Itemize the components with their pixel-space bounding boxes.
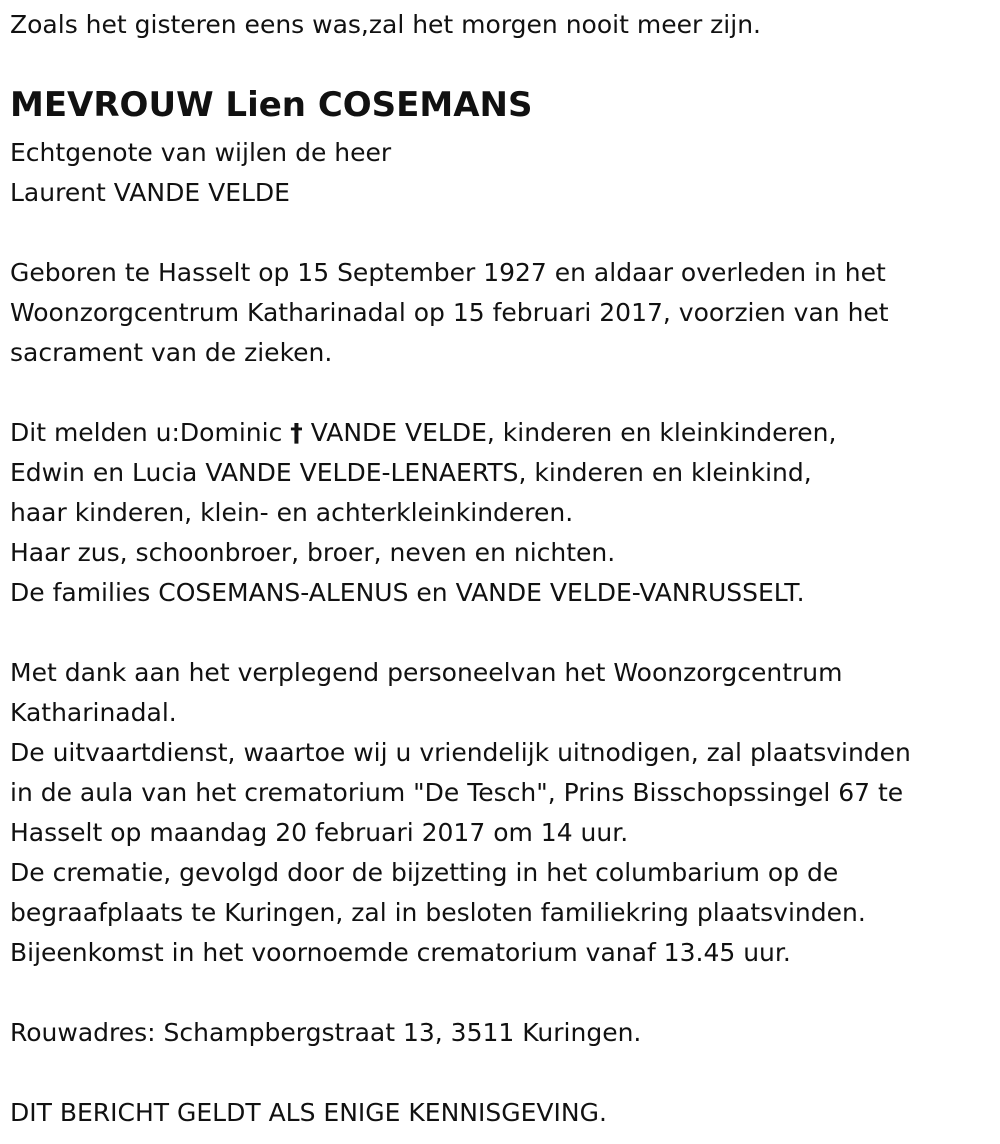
cross-icon: † — [290, 418, 303, 447]
ceremony-line-3: De uitvaartdienst, waartoe wij u vriendelijk uitnodigen, zal plaatsvinden — [10, 738, 911, 767]
mourning-address: Rouwadres: Schampbergstraat 13, 3511 Kuringen. — [10, 1018, 642, 1047]
ceremony-line-2: Katharinadal. — [10, 698, 177, 727]
announcers-line-2: Edwin en Lucia VANDE VELDE-LENAERTS, kinderen en kleinkind, — [10, 458, 812, 487]
ceremony-block — [10, 653, 911, 973]
birth-line-1: Geboren te Hasselt op 15 September 1927 en aldaar overleden in het — [10, 258, 886, 287]
ceremony-line-1: Met dank aan het verplegend personeelvan het Woonzorgcentrum — [10, 658, 843, 687]
announcers-line-5: De families COSEMANS-ALENUS en VANDE VELDE-VANRUSSELT. — [10, 578, 805, 607]
ceremony-line-4: in de aula van het crematorium "De Tesch", Prins Bisschopssingel 67 te — [10, 778, 904, 807]
notice-block — [10, 1093, 607, 1133]
deceased-name: MEVROUW Lien COSEMANS — [10, 85, 533, 125]
motto-text: Zoals het gisteren eens was,zal het morgen nooit meer zijn. — [10, 10, 761, 39]
announcers-line-1-prefix: Dit melden u:Dominic — [10, 418, 283, 447]
announcers-line-4: Haar zus, schoonbroer, broer, neven en nichten. — [10, 538, 616, 567]
birth-line-3: sacrament van de zieken. — [10, 338, 333, 367]
ceremony-line-7: begraafplaats te Kuringen, zal in besloten familiekring plaatsvinden. — [10, 898, 866, 927]
announcers-line-1-suffix: VANDE VELDE, kinderen en kleinkinderen, — [310, 418, 837, 447]
ceremony-line-5: Hasselt op maandag 20 februari 2017 om 14 uur. — [10, 818, 629, 847]
ceremony-line-8: Bijeenkomst in het voornoemde crematorium vanaf 13.45 uur. — [10, 938, 791, 967]
announcers-line-3: haar kinderen, klein- en achterkleinkinderen. — [10, 498, 574, 527]
birth-line-2: Woonzorgcentrum Katharinadal op 15 februari 2017, voorzien van het — [10, 298, 889, 327]
address-block — [10, 1013, 641, 1053]
spouse-block — [10, 133, 391, 213]
birth-death-block — [10, 253, 889, 373]
notice-text: DIT BERICHT GELDT ALS ENIGE KENNISGEVING. — [10, 1098, 607, 1127]
spouse-line-1: Echtgenote van wijlen de heer — [10, 138, 392, 167]
announcers-block — [10, 413, 836, 613]
spouse-line-2: Laurent VANDE VELDE — [10, 178, 290, 207]
announcers-line-1 — [10, 413, 836, 453]
ceremony-line-6: De crematie, gevolgd door de bijzetting in het columbarium op de — [10, 858, 839, 887]
